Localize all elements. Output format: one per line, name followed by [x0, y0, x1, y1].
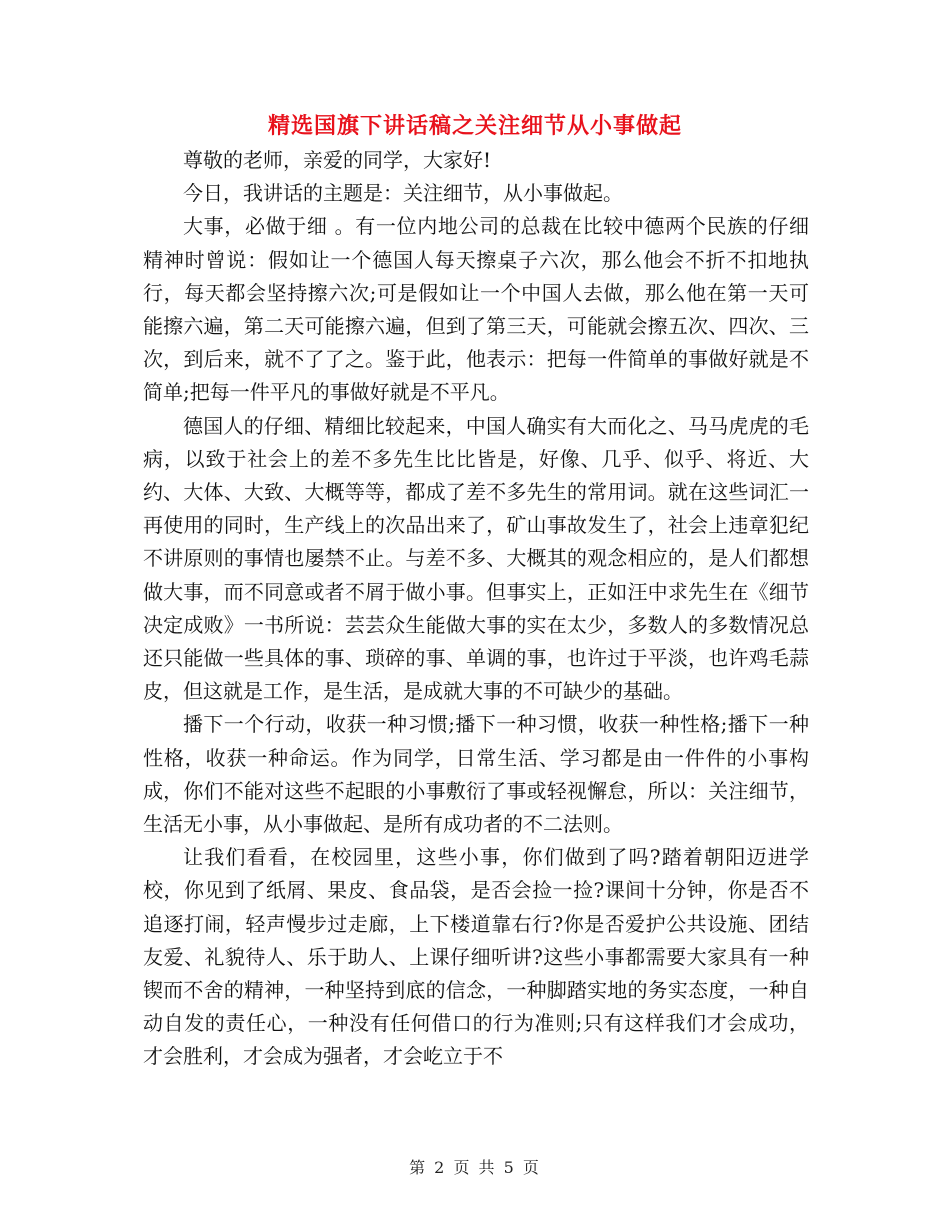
paragraph-campus: 让我们看看，在校园里，这些小事，你们做到了吗?踏着朝阳迈进学校，你见到了纸屑、果皮、食品袋，是否会捡一捡?课间十分钟，你是否不追逐打闹，轻声慢步过走廊，上下楼道靠右行?你是否爱护公共设施、团结友爱、礼貌待人、乐于助人、上课仔细听讲?这些小事都需要大家具有一种锲而不舍的精神，一种坚持到底的信念，一种脚踏实地的务实态度，一种自动自发的责任心，一种没有任何借口的行为准则;只有这样我们才会成功，才会胜利，才会成为强者，才会屹立于不: [143, 845, 809, 1069]
paragraph-details: 大事，必做于细 。有一位内地公司的总裁在比较中德两个民族的仔细精神时曾说：假如让一个德国人每天擦桌子六次，那么他会不折不扣地执行，每天都会坚持擦六次;可是假如让一个中国人去做，那么他在第一天可能擦六遍，第二天可能擦六遍，但到了第三天，可能就会擦五次、四次、三次，到后来，就不了了之。鉴于此，他表示：把每一件简单的事做好就是不简单;把每一件平凡的事做好就是不平凡。: [143, 214, 809, 405]
document-body: [143, 144, 809, 1074]
page-footer: 第 2 页 共 5 页: [409, 1158, 541, 1177]
paragraph-greeting: 尊敬的老师，亲爱的同学，大家好!: [183, 148, 492, 172]
paragraph-comparison: 德国人的仔细、精细比较起来，中国人确实有大而化之、马马虎虎的毛病，以致于社会上的差不多先生比比皆是，好像、几乎、似乎、将近、大约、大体、大致、大概等等，都成了差不多先生的常用词。就在这些词汇一再使用的同时，生产线上的次品出来了，矿山事故发生了，社会上违章犯纪不讲原则的事情也屡禁不止。与差不多、大概其的观念相应的，是人们都想做大事，而不同意或者不屑于做小事。但事实上，正如汪中求先生在《细节决定成败》一书所说：芸芸众生能做大事的实在太少，多数人的多数情况总还只能做一些具体的事、琐碎的事、单调的事，也许过于平淡，也许鸡毛蒜皮，但这就是工作，是生活，是成就大事的不可缺少的基础。: [143, 413, 809, 704]
paragraph-topic: 今日，我讲话的主题是：关注细节，从小事做起。: [183, 181, 623, 206]
document-title: 精选国旗下讲话稿之关注细节从小事做起: [267, 114, 682, 139]
paragraph-habits: 播下一个行动，收获一种习惯;播下一种习惯，收获一种性格;播下一种性格，收获一种命运。作为同学，日常生活、学习都是由一件件的小事构成，你们不能对这些不起眼的小事敷衍了事或轻视懈怠，所以：关注细节，生活无小事，从小事做起、是所有成功者的不二法则。: [143, 712, 809, 837]
